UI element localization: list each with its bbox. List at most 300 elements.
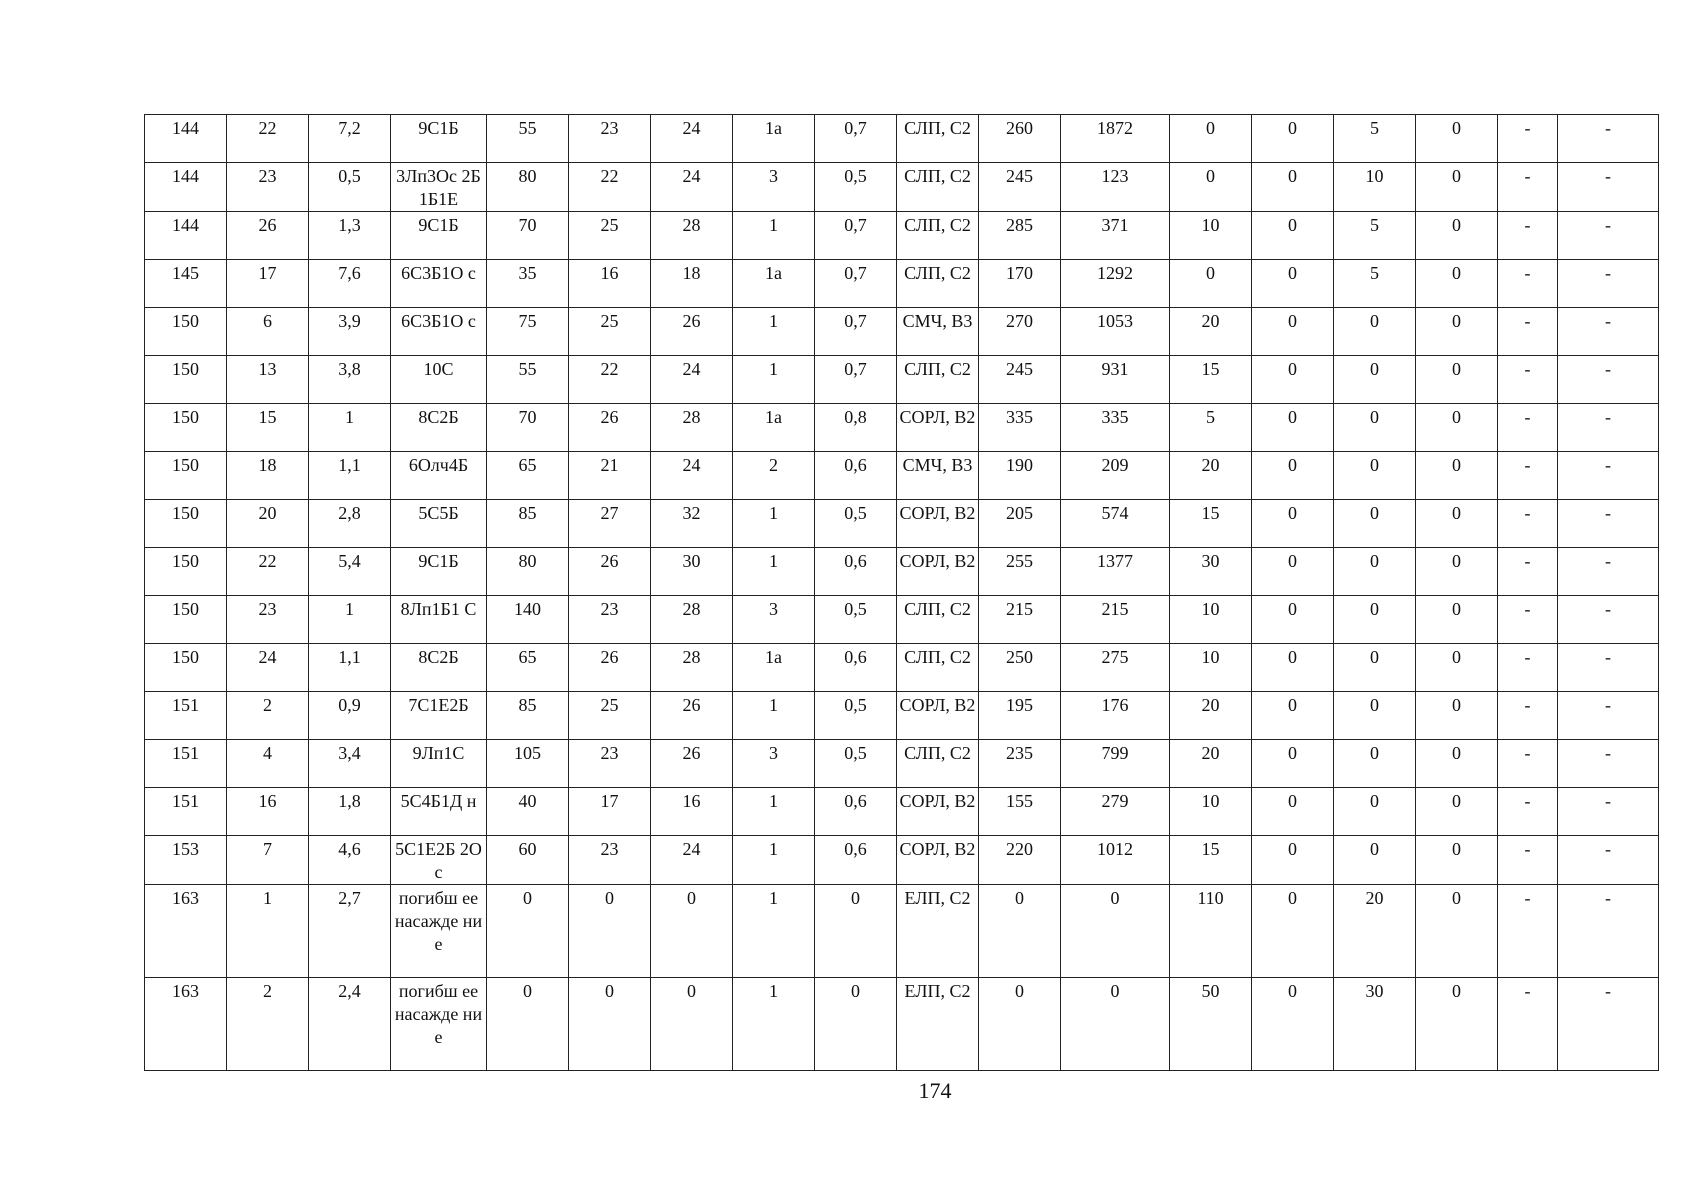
- table-cell: СЛП, С2: [897, 163, 979, 212]
- table-cell: 0,5: [815, 596, 897, 644]
- table-cell: -: [1558, 836, 1659, 885]
- table-cell: 0: [815, 885, 897, 978]
- table-cell: 0: [1252, 788, 1334, 836]
- table-cell: 0: [487, 885, 569, 978]
- table-row: [145, 356, 1659, 404]
- table-cell: 0: [1416, 692, 1498, 740]
- table-cell: 0: [1252, 212, 1334, 260]
- table-cell: -: [1558, 548, 1659, 596]
- table-cell: 1: [733, 500, 815, 548]
- table-cell: 0: [1416, 788, 1498, 836]
- table-cell: 55: [487, 356, 569, 404]
- table-cell: 0: [1252, 596, 1334, 644]
- table-cell: 3: [733, 596, 815, 644]
- table-cell: 9Лп1С: [391, 740, 487, 788]
- table-cell: 1: [733, 692, 815, 740]
- table-cell: 0,8: [815, 404, 897, 452]
- table-cell: -: [1558, 644, 1659, 692]
- table-cell: ЕЛП, С2: [897, 885, 979, 978]
- table-cell: 4: [227, 740, 309, 788]
- table-cell: 209: [1061, 452, 1170, 500]
- table-cell: 15: [1170, 836, 1252, 885]
- table-cell: 150: [145, 356, 227, 404]
- table-cell: СЛП, С2: [897, 596, 979, 644]
- table-row: [145, 115, 1659, 163]
- table-cell: 0: [1416, 885, 1498, 978]
- table-cell: 28: [651, 212, 733, 260]
- table-cell: 371: [1061, 212, 1170, 260]
- table-cell: 0,5: [815, 740, 897, 788]
- table-cell: 1872: [1061, 115, 1170, 163]
- table-cell: 5: [1170, 404, 1252, 452]
- table-cell: 7С1Е2Б: [391, 692, 487, 740]
- table-cell: СЛП, С2: [897, 212, 979, 260]
- table-cell: 0: [487, 978, 569, 1071]
- table-cell: 1: [733, 212, 815, 260]
- table-cell: 170: [979, 260, 1061, 308]
- table-cell: -: [1558, 163, 1659, 212]
- table-cell: -: [1498, 596, 1558, 644]
- table-cell: 151: [145, 788, 227, 836]
- table-cell: 40: [487, 788, 569, 836]
- table-cell: 10С: [391, 356, 487, 404]
- table-cell: 0: [1416, 548, 1498, 596]
- table-cell: 260: [979, 115, 1061, 163]
- table-cell: 1а: [733, 404, 815, 452]
- table-cell: 20: [1170, 692, 1252, 740]
- table-cell: 1012: [1061, 836, 1170, 885]
- table-cell: -: [1498, 500, 1558, 548]
- table-cell: 0: [1416, 356, 1498, 404]
- table-cell: 0: [1252, 644, 1334, 692]
- table-cell: 0,9: [309, 692, 391, 740]
- table-cell: 145: [145, 260, 227, 308]
- table-cell: 32: [651, 500, 733, 548]
- table-cell: 30: [1334, 978, 1416, 1071]
- table-cell: СМЧ, В3: [897, 308, 979, 356]
- table-cell: 85: [487, 500, 569, 548]
- table-cell: 10: [1170, 596, 1252, 644]
- table-cell: 0: [1334, 596, 1416, 644]
- table-cell: 153: [145, 836, 227, 885]
- table-cell: 23: [569, 740, 651, 788]
- table-cell: 6С3Б1О с: [391, 260, 487, 308]
- table-cell: 65: [487, 452, 569, 500]
- table-cell: 0: [1416, 308, 1498, 356]
- table-cell: 0: [1416, 163, 1498, 212]
- table-cell: -: [1498, 885, 1558, 978]
- table-cell: 205: [979, 500, 1061, 548]
- table-cell: 24: [651, 115, 733, 163]
- table-body: [145, 115, 1659, 1071]
- table-cell: 275: [1061, 644, 1170, 692]
- table-row: [145, 692, 1659, 740]
- table-cell: 0: [1252, 115, 1334, 163]
- table-cell: 1,1: [309, 644, 391, 692]
- table-cell: погибш ее насажде ние: [391, 885, 487, 978]
- table-cell: 20: [1170, 740, 1252, 788]
- table-cell: 16: [569, 260, 651, 308]
- table-cell: 0: [1416, 212, 1498, 260]
- table-cell: 0: [1252, 885, 1334, 978]
- table-cell: 0: [1416, 260, 1498, 308]
- table-cell: 5,4: [309, 548, 391, 596]
- table-cell: 0,5: [309, 163, 391, 212]
- table-cell: -: [1558, 404, 1659, 452]
- table-cell: 1292: [1061, 260, 1170, 308]
- table-cell: 23: [569, 596, 651, 644]
- table-cell: 0: [1416, 452, 1498, 500]
- table-cell: 80: [487, 548, 569, 596]
- table-cell: 195: [979, 692, 1061, 740]
- table-cell: -: [1498, 163, 1558, 212]
- table-cell: 24: [651, 163, 733, 212]
- table-cell: 245: [979, 163, 1061, 212]
- table-cell: 65: [487, 644, 569, 692]
- table-cell: 26: [651, 740, 733, 788]
- table-cell: 1: [733, 548, 815, 596]
- table-cell: 0: [1334, 500, 1416, 548]
- table-cell: 13: [227, 356, 309, 404]
- table-cell: 0: [1334, 788, 1416, 836]
- table-cell: 163: [145, 978, 227, 1071]
- table-cell: -: [1498, 260, 1558, 308]
- table-cell: 0,6: [815, 788, 897, 836]
- table-row: [145, 500, 1659, 548]
- table-cell: 0: [1416, 978, 1498, 1071]
- table-cell: 5: [1334, 115, 1416, 163]
- table-cell: 235: [979, 740, 1061, 788]
- table-cell: 20: [227, 500, 309, 548]
- table-cell: -: [1558, 356, 1659, 404]
- table-row: [145, 596, 1659, 644]
- table-cell: 1а: [733, 644, 815, 692]
- table-cell: 55: [487, 115, 569, 163]
- table-cell: 16: [651, 788, 733, 836]
- table-cell: 2: [733, 452, 815, 500]
- table-cell: 15: [227, 404, 309, 452]
- table-cell: 24: [651, 452, 733, 500]
- table-cell: 3,4: [309, 740, 391, 788]
- table-cell: СЛП, С2: [897, 115, 979, 163]
- table-cell: 24: [227, 644, 309, 692]
- table-cell: СЛП, С2: [897, 260, 979, 308]
- table-cell: 155: [979, 788, 1061, 836]
- table-cell: 6С3Б1О с: [391, 308, 487, 356]
- table-cell: -: [1498, 836, 1558, 885]
- table-cell: 25: [569, 212, 651, 260]
- table-cell: 0: [1252, 404, 1334, 452]
- table-cell: 0: [569, 885, 651, 978]
- table-cell: 70: [487, 212, 569, 260]
- table-cell: 150: [145, 596, 227, 644]
- table-cell: 9С1Б: [391, 212, 487, 260]
- table-cell: -: [1558, 500, 1659, 548]
- table-cell: 0: [651, 978, 733, 1071]
- table-cell: 30: [1170, 548, 1252, 596]
- table-cell: 0: [1252, 740, 1334, 788]
- table-cell: 0: [1334, 692, 1416, 740]
- table-cell: 0: [979, 978, 1061, 1071]
- table-cell: 0: [815, 978, 897, 1071]
- table-cell: 0: [1252, 356, 1334, 404]
- table-row: [145, 644, 1659, 692]
- table-cell: -: [1558, 308, 1659, 356]
- table-cell: 220: [979, 836, 1061, 885]
- table-cell: -: [1558, 978, 1659, 1071]
- data-table: [144, 114, 1659, 1071]
- table-cell: 0,6: [815, 644, 897, 692]
- table-cell: погибш ее насажде ние: [391, 978, 487, 1071]
- table-cell: 8С2Б: [391, 404, 487, 452]
- table-cell: 10: [1170, 644, 1252, 692]
- table-cell: 270: [979, 308, 1061, 356]
- table-cell: -: [1498, 548, 1558, 596]
- table-cell: 0: [1061, 978, 1170, 1071]
- table-cell: 25: [569, 308, 651, 356]
- table-cell: 1а: [733, 260, 815, 308]
- table-cell: -: [1558, 260, 1659, 308]
- table-cell: -: [1558, 788, 1659, 836]
- table-cell: 255: [979, 548, 1061, 596]
- table-cell: 0: [1170, 260, 1252, 308]
- table-cell: 15: [1170, 356, 1252, 404]
- table-cell: -: [1498, 308, 1558, 356]
- table-cell: 26: [569, 644, 651, 692]
- table-cell: -: [1498, 644, 1558, 692]
- table-cell: 85: [487, 692, 569, 740]
- table-cell: 10: [1170, 212, 1252, 260]
- table-cell: 0: [1416, 115, 1498, 163]
- table-cell: 80: [487, 163, 569, 212]
- table-cell: -: [1558, 115, 1659, 163]
- table-cell: 15: [1170, 500, 1252, 548]
- table-cell: 0: [1252, 308, 1334, 356]
- table-cell: -: [1498, 692, 1558, 740]
- table-cell: 28: [651, 596, 733, 644]
- table-cell: 2: [227, 692, 309, 740]
- table-cell: 20: [1170, 308, 1252, 356]
- table-cell: -: [1558, 740, 1659, 788]
- table-cell: 0: [1252, 836, 1334, 885]
- table-cell: 0,6: [815, 452, 897, 500]
- table-cell: 144: [145, 212, 227, 260]
- table-cell: 1а: [733, 115, 815, 163]
- page-number: 174: [918, 1078, 952, 1103]
- table-cell: 150: [145, 548, 227, 596]
- table-cell: 24: [651, 836, 733, 885]
- table-cell: 574: [1061, 500, 1170, 548]
- table-cell: СОРЛ, В2: [897, 836, 979, 885]
- table-cell: 176: [1061, 692, 1170, 740]
- table-cell: 18: [651, 260, 733, 308]
- table-cell: 1: [733, 885, 815, 978]
- table-cell: 60: [487, 836, 569, 885]
- table-cell: 0,5: [815, 163, 897, 212]
- table-cell: СОРЛ, В2: [897, 500, 979, 548]
- table-cell: 0: [1416, 836, 1498, 885]
- table-cell: 0: [1334, 836, 1416, 885]
- table-cell: 2,4: [309, 978, 391, 1071]
- table-cell: 1: [733, 788, 815, 836]
- table-cell: -: [1558, 692, 1659, 740]
- table-cell: 3,8: [309, 356, 391, 404]
- table-cell: 151: [145, 740, 227, 788]
- table-cell: 3,9: [309, 308, 391, 356]
- table-cell: -: [1558, 885, 1659, 978]
- table-cell: 22: [227, 548, 309, 596]
- table-cell: 8Лп1Б1 С: [391, 596, 487, 644]
- table-cell: СОРЛ, В2: [897, 788, 979, 836]
- table-cell: 0,7: [815, 308, 897, 356]
- table-cell: -: [1558, 596, 1659, 644]
- table-cell: 0,7: [815, 212, 897, 260]
- table-cell: 5С4Б1Д н: [391, 788, 487, 836]
- table-cell: 0: [1334, 404, 1416, 452]
- table-cell: 23: [569, 836, 651, 885]
- table-cell: 26: [651, 692, 733, 740]
- table-cell: 0: [1252, 500, 1334, 548]
- table-cell: 7,6: [309, 260, 391, 308]
- table-cell: -: [1558, 452, 1659, 500]
- table-cell: 20: [1170, 452, 1252, 500]
- table-cell: 1: [309, 404, 391, 452]
- table-cell: 24: [651, 356, 733, 404]
- table-cell: СОРЛ, В2: [897, 404, 979, 452]
- table-cell: 110: [1170, 885, 1252, 978]
- table-cell: 0: [1252, 692, 1334, 740]
- table-cell: 23: [227, 163, 309, 212]
- table-cell: 150: [145, 404, 227, 452]
- table-cell: 35: [487, 260, 569, 308]
- table-cell: 0: [569, 978, 651, 1071]
- table-cell: 0: [1334, 452, 1416, 500]
- table-cell: -: [1498, 404, 1558, 452]
- table-cell: 0: [651, 885, 733, 978]
- table-cell: 23: [227, 596, 309, 644]
- table-cell: 335: [979, 404, 1061, 452]
- table-cell: 0: [1252, 260, 1334, 308]
- table-cell: 1: [733, 356, 815, 404]
- table-cell: 799: [1061, 740, 1170, 788]
- table-cell: 20: [1334, 885, 1416, 978]
- table-cell: 7: [227, 836, 309, 885]
- table-cell: 0: [1416, 596, 1498, 644]
- table-cell: 10: [1170, 788, 1252, 836]
- table-cell: 1,8: [309, 788, 391, 836]
- table-cell: 18: [227, 452, 309, 500]
- table-cell: 4,6: [309, 836, 391, 885]
- table-cell: 26: [227, 212, 309, 260]
- table-cell: 1,3: [309, 212, 391, 260]
- table-cell: 5С1Е2Б 2Ос: [391, 836, 487, 885]
- table-cell: 1: [227, 885, 309, 978]
- table-cell: СОРЛ, В2: [897, 692, 979, 740]
- table-cell: 10: [1334, 163, 1416, 212]
- table-cell: 30: [651, 548, 733, 596]
- table-row: [145, 308, 1659, 356]
- table-cell: 17: [227, 260, 309, 308]
- table-cell: 0: [1252, 548, 1334, 596]
- table-cell: 22: [569, 163, 651, 212]
- table-cell: 22: [227, 115, 309, 163]
- table-cell: 21: [569, 452, 651, 500]
- table-cell: 6Олч4Б: [391, 452, 487, 500]
- table-cell: 70: [487, 404, 569, 452]
- table-cell: 2,8: [309, 500, 391, 548]
- table-cell: СЛП, С2: [897, 644, 979, 692]
- table-cell: 6: [227, 308, 309, 356]
- table-cell: 0: [1334, 356, 1416, 404]
- table-cell: 0,5: [815, 692, 897, 740]
- table-cell: -: [1498, 212, 1558, 260]
- table-cell: 2: [227, 978, 309, 1071]
- table-cell: 0: [1416, 740, 1498, 788]
- table-cell: СЛП, С2: [897, 740, 979, 788]
- table-cell: 1: [733, 308, 815, 356]
- table-cell: 27: [569, 500, 651, 548]
- table-cell: СМЧ, В3: [897, 452, 979, 500]
- table-cell: 26: [569, 404, 651, 452]
- table-cell: 0: [1252, 978, 1334, 1071]
- table-cell: 215: [979, 596, 1061, 644]
- table-cell: 0,7: [815, 356, 897, 404]
- table-cell: 1377: [1061, 548, 1170, 596]
- table-row: [145, 260, 1659, 308]
- table-cell: 8С2Б: [391, 644, 487, 692]
- table-cell: 0: [1170, 115, 1252, 163]
- table-cell: 0: [1334, 308, 1416, 356]
- table-cell: 0: [1334, 740, 1416, 788]
- table-cell: -: [1498, 978, 1558, 1071]
- table-cell: СОРЛ, В2: [897, 548, 979, 596]
- table-cell: -: [1498, 788, 1558, 836]
- table-cell: 22: [569, 356, 651, 404]
- table-cell: 26: [651, 308, 733, 356]
- table-cell: 1: [309, 596, 391, 644]
- table-cell: 144: [145, 163, 227, 212]
- table-cell: 1,1: [309, 452, 391, 500]
- table-cell: 0: [1416, 500, 1498, 548]
- table-cell: 144: [145, 115, 227, 163]
- table-row: [145, 452, 1659, 500]
- table-cell: 279: [1061, 788, 1170, 836]
- table-cell: 215: [1061, 596, 1170, 644]
- table-cell: 28: [651, 404, 733, 452]
- table-cell: 23: [569, 115, 651, 163]
- table-cell: 335: [1061, 404, 1170, 452]
- table-cell: 931: [1061, 356, 1170, 404]
- table-row: [145, 885, 1659, 978]
- table-cell: 250: [979, 644, 1061, 692]
- table-cell: 5: [1334, 260, 1416, 308]
- table-cell: 7,2: [309, 115, 391, 163]
- table-cell: 0: [979, 885, 1061, 978]
- table-cell: 105: [487, 740, 569, 788]
- table-cell: 3: [733, 740, 815, 788]
- table-cell: 0: [1252, 163, 1334, 212]
- table-cell: 28: [651, 644, 733, 692]
- table-cell: 150: [145, 500, 227, 548]
- table-cell: 0: [1334, 644, 1416, 692]
- table-cell: 0: [1416, 404, 1498, 452]
- table-cell: 0,5: [815, 500, 897, 548]
- table-cell: 3Лп3Ос 2Б1Б1Е: [391, 163, 487, 212]
- table-cell: 25: [569, 692, 651, 740]
- table-cell: 5С5Б: [391, 500, 487, 548]
- table-cell: 0,6: [815, 548, 897, 596]
- table-row: [145, 836, 1659, 885]
